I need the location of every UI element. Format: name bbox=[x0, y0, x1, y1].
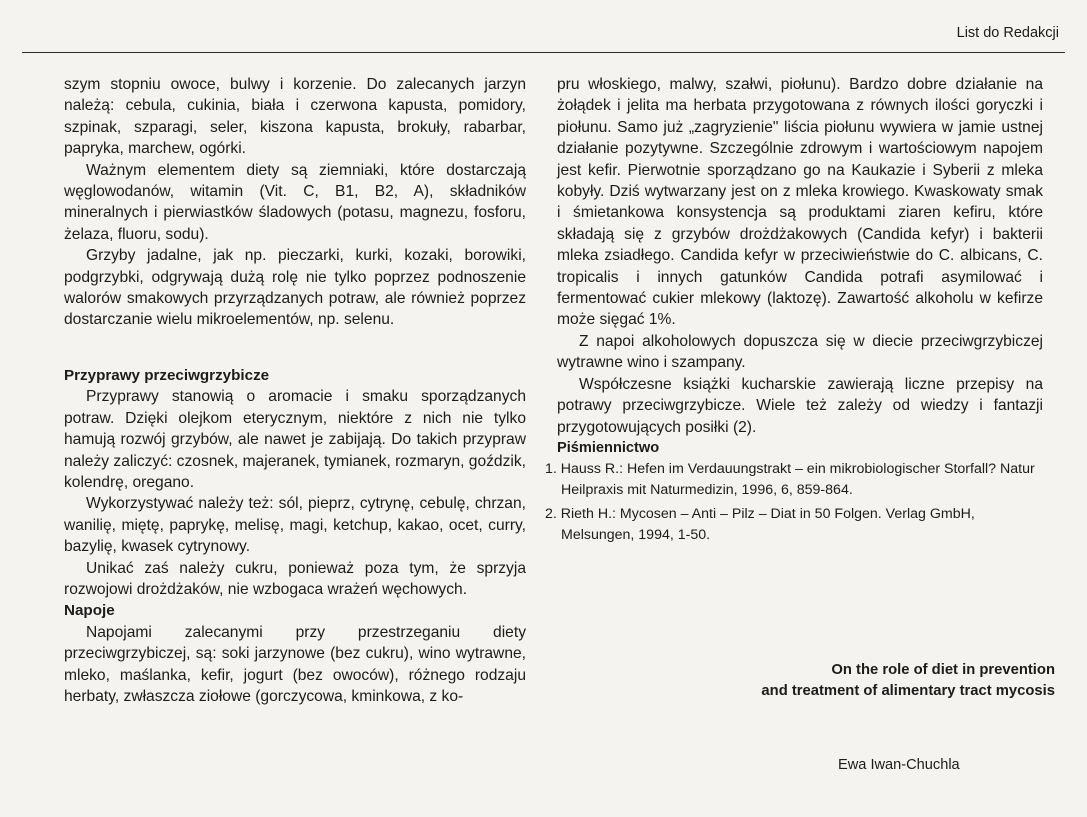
paragraph: Ważnym elementem diety są ziemniaki, które dostarczają węglowodanów, witamin (Vit. C, B1, B2, A), składników mineralnych i pierwiastków śladowych (potasu, magnezu, fosforu, żelaza, fluoru, sodu). bbox=[64, 161, 526, 243]
references-heading: Piśmiennictwo bbox=[557, 439, 660, 456]
left-column bbox=[64, 74, 526, 707]
english-title bbox=[761, 660, 1055, 701]
reference-item: 1. Hauss R.: Hefen im Verdauungstrakt – ein mikrobiologischer Storfall? Natur Heilpraxis mit Naturmedizin, 1996, 6, 859-864. bbox=[545, 461, 1035, 498]
section-heading-spices: Przyprawy przeciwgrzybicze bbox=[64, 366, 270, 384]
paragraph: Wykorzystywać należy też: sól, pieprz, cytrynę, cebulę, chrzan, wanilię, miętę, paprykę, melisę, magi, ketchup, kakao, ocet, curry, bazylię, kwasek cytrynowy. bbox=[64, 495, 526, 556]
reference-item: 2. Rieth H.: Mycosen – Anti – Pilz – Diat in 50 Folgen. Verlag GmbH, Melsungen, 1994, 1-50. bbox=[545, 506, 975, 543]
section-heading-drinks: Napoje bbox=[64, 602, 115, 620]
author-name: Ewa Iwan-Chuchla bbox=[838, 757, 960, 773]
right-column bbox=[545, 74, 1043, 549]
paragraph: pru włoskiego, malwy, szałwi, piołunu). Bardzo dobre działanie na żołądek i jelita ma herbata przygotowana z równych ilości goryczki i piołunu. Samo już „zagryzienie" liścia piołunu wywiera w jamie ustnej działanie pozytywne. Szczególnie zdrowym i wartościowym napojem jest kefir. Pierwotnie sporządzano go na Kaukazie i Syberii z mleka kobyły. Dziś wytwarzany jest on z mleka krowiego. Kwaskowaty smak i śmietankowa konsystencja są produktami ziaren kefiru, które składają się z grzybów drożdżakowych (Candida kefyr) i bakterii mleka zsiadłego. Candida kefyr w przeciwieństwie do C. albicans, C. tropicalis i innych gatunków Candida potrafi asymilować i fermentować cukier mlekowy (laktozę). Zawartość alkoholu w kefirze może sięgać 1%. bbox=[557, 76, 1043, 329]
english-title-line: On the role of diet in prevention bbox=[831, 662, 1055, 678]
paragraph: Z napoi alkoholowych dopuszcza się w diecie przeciwgrzybiczej wytrawne wino i szampany. bbox=[557, 332, 1043, 372]
paragraph: Przyprawy stanowią o aromacie i smaku sporządzanych potraw. Dzięki olejkom eterycznym, niektóre z nich nie tylko hamują rozwój grzybów, ale nawet je zabijają. Do takich przypraw należy zaliczyć: czosnek, majeranek, tymianek, rozmaryn, goździk, kolendrę, oregano. bbox=[64, 388, 526, 491]
header-rule bbox=[22, 52, 1065, 53]
english-title-line: and treatment of alimentary tract mycosis bbox=[761, 682, 1055, 699]
paragraph: Napojami zalecanymi przy przestrzeganiu diety przeciwgrzybiczej, są: soki jarzynowe (bez cukru), wino wytrawne, mleko, maślanka, kefir, jogurt (bez owoców), różnego rodzaju herbaty, zwłaszcza ziołowe (gorczycowa, kminkowa, z ko- bbox=[64, 623, 526, 705]
running-header: List do Redakcji bbox=[956, 25, 1059, 41]
paragraph: Unikać zaś należy cukru, ponieważ poza tym, że sprzyja rozwojowi drożdżaków, nie wzbogaca wrażeń węchowych. bbox=[64, 559, 526, 598]
paragraph: Grzyby jadalne, jak np. pieczarki, kurki, kozaki, borowiki, podgrzybki, odgrywają dużą rolę nie tylko poprzez podnoszenie walorów smakowych przyrządzanych potraw, ale również poprzez dostarczanie wielu mikroelementów, np. selenu. bbox=[64, 247, 526, 329]
paragraph: Współczesne książki kucharskie zawierają liczne przepisy na potrawy przeciwgrzybicze. Wiele też zależy od wiedzy i fantazji przygotowujących posiłki (2). bbox=[557, 375, 1043, 436]
paragraph: szym stopniu owoce, bulwy i korzenie. Do zalecanych jarzyn należą: cebula, cukinia, biała i czerwona kapusta, pomidory, szpinak, szparagi, seler, kiszona kapusta, brokuły, rabarbar, papryka, marchew, ogórki. bbox=[64, 76, 526, 158]
references-list bbox=[545, 459, 1043, 545]
